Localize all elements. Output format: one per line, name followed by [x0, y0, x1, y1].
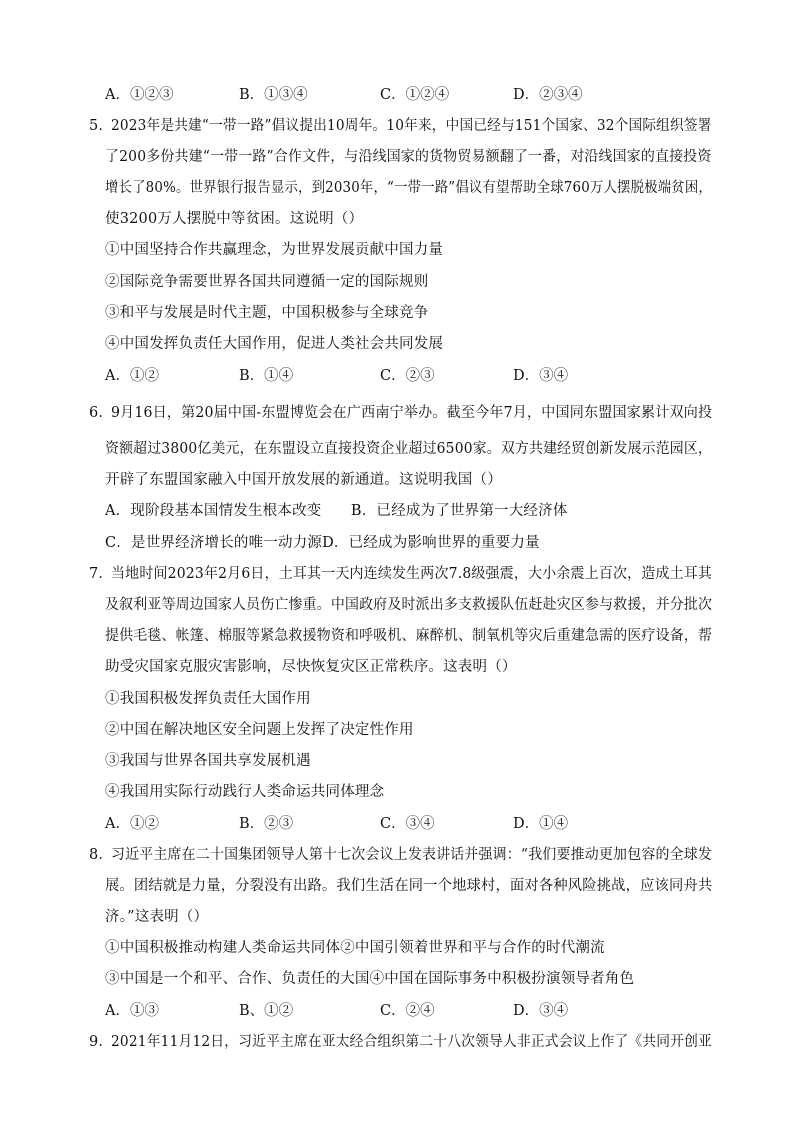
- option-a: A．①②③: [105, 87, 174, 103]
- statement-item: ②中国在解决地区安全问题上发挥了决定性作用: [105, 722, 414, 738]
- question-stem-line: 助受灾国家克服灾害影响，尽快恢复灾区正常秩序。这表明（）: [105, 659, 517, 675]
- option-line: A．现阶段基本国情发生根本改变 B．已经成为了世界第一大经济体: [105, 503, 568, 519]
- statement-item: ④中国发挥负责任大国作用，促进人类社会共同发展: [105, 336, 444, 352]
- statement-item: ③和平与发展是时代主题，中国积极参与全球竞争: [105, 305, 429, 321]
- option-line: C．是世界经济增长的唯一动力源D．已经成为影响世界的重要力量: [105, 535, 540, 551]
- option-b: B、①②: [239, 1003, 294, 1019]
- statement-item: ②国际竞争需要世界各国共同遵循一定的国际规则: [105, 274, 429, 290]
- option-b: B．①③④: [239, 87, 308, 103]
- question-stem-line: 了200多份共建“一带一路”合作文件，与沿线国家的货物贸易额翻了一番，对沿线国家的直接投资: [105, 149, 712, 165]
- question-stem-line: 2021年11月12日，习近平主席在亚太经合组织第二十八次领导人非正式会议上作了《共同开创亚: [111, 1034, 712, 1050]
- option-a: A．①③: [105, 1003, 159, 1019]
- question-stem-line: 资额超过3800亿美元，在东盟设立直接投资企业超过6500家。双方共建经贸创新发展示范园区，: [105, 441, 712, 457]
- option-a: A．①②: [105, 368, 159, 384]
- question-stem-line: 2023年是共建“一带一路”倡议提出10周年。10年来，中国已经与151个国家、32个国际组织签署: [111, 118, 712, 134]
- question-number: 6．: [89, 405, 114, 421]
- option-d: D．③④: [513, 368, 569, 384]
- statement-item: ①我国积极发挥负责任大国作用: [105, 691, 311, 707]
- option-c: C．②③: [380, 368, 435, 384]
- question-stem-line: 当地时间2023年2月6日，土耳其一天内连续发生两次7.8级强震，大小余震上百次，造成土耳其: [111, 566, 713, 582]
- statement-item: ④我国用实际行动践行人类命运共同体理念: [105, 784, 385, 800]
- question-number: 7．: [89, 566, 114, 582]
- option-c: C．①②④: [380, 87, 450, 103]
- option-b: B．②③: [239, 816, 294, 832]
- statement-item: ③我国与世界各国共享发展机遇: [105, 753, 311, 769]
- question-stem-line: 开辟了东盟国家融入中国开放发展的新通道。这说明我国（）: [105, 472, 502, 488]
- option-b: B．①④: [239, 368, 294, 384]
- statement-item: ①中国积极推动构建人类命运共同体②中国引领着世界和平与合作的时代潮流: [105, 940, 605, 956]
- question-stem-line: 济。”这表明（）: [105, 909, 209, 925]
- statement-item: ③中国是一个和平、合作、负责任的大国④中国在国际事务中积极扮演领导者角色: [105, 971, 635, 987]
- question-number: 5．: [89, 118, 114, 134]
- question-number: 8．: [89, 847, 114, 863]
- option-d: D．②③④: [513, 87, 583, 103]
- question-stem-line: 习近平主席在二十国集团领导人第十七次会议上发表讲话并强调：“我们要推动更加包容的全球发: [111, 847, 713, 863]
- question-stem-line: 展。团结就是力量，分裂没有出路。我们生活在同一个地球村，面对各种风险挑战，应该同舟共: [105, 878, 713, 894]
- option-d: D．③④: [513, 1003, 569, 1019]
- question-stem-line: 9月16日，第20届中国-东盟博览会在广西南宁举办。截至今年7月，中国同东盟国家累计双向投: [111, 405, 713, 421]
- statement-item: ①中国坚持合作共赢理念，为世界发展贡献中国力量: [105, 242, 444, 258]
- question-stem-line: 增长了80%。世界银行报告显示，到2030年，“一带一路”倡议有望帮助全球760万人摆脱极端贫困，: [105, 180, 712, 196]
- question-stem-line: 及叙利亚等周边国家人员伤亡惨重。中国政府及时派出多支救援队伍赶赴灾区参与救援，并分批次: [105, 597, 713, 613]
- question-stem-line: 使3200万人摆脱中等贫困。这说明（）: [105, 211, 364, 227]
- question-number: 9．: [89, 1034, 114, 1050]
- option-a: A．①②: [105, 816, 159, 832]
- option-d: D．①④: [513, 816, 569, 832]
- question-stem-line: 提供毛毯、帐篷、棉服等紧急救援物资和呼吸机、麻醉机、制氧机等灾后重建急需的医疗设备，帮: [105, 628, 713, 644]
- option-c: C．②④: [380, 1003, 435, 1019]
- option-c: C．③④: [380, 816, 435, 832]
